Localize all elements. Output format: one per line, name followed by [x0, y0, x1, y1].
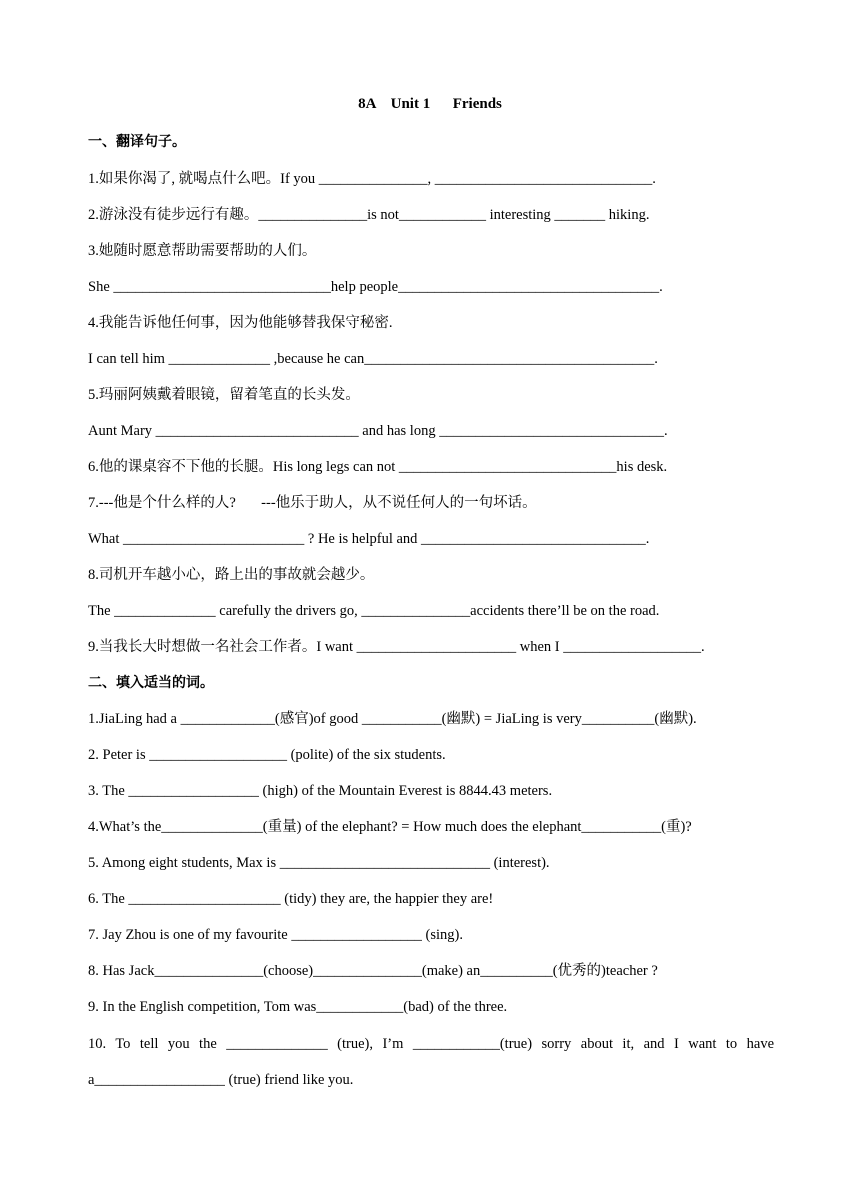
s1-line-14: 9.当我长大时想做一名社会工作者。I want ______________________ when I ___________________.	[88, 639, 705, 655]
s2-line-11: a__________________ (true) friend like you.	[88, 1072, 354, 1088]
s1-line-10: 7.---他是个什么样的人? ---他乐于助人，从不说任何人的一句坏话。	[88, 495, 537, 511]
page-title: 8A Unit 1 Friends	[358, 96, 502, 112]
s1-line-6: I can tell him ______________ ,because he can________________________________________.	[88, 351, 658, 367]
s1-line-12: 8.司机开车越小心，路上出的事故就会越少。	[88, 567, 375, 583]
s1-line-3: 3.她随时愿意帮助需要帮助的人们。	[88, 243, 317, 259]
s2-line-7: 7. Jay Zhou is one of my favourite __________________ (sing).	[88, 927, 463, 943]
s1-line-5: 4.我能告诉他任何事，因为他能够替我保守秘密.	[88, 315, 393, 331]
s2-line-10: 10. To tell you the ______________ (true), I’m ____________(true) sorry about it, and I want to have	[88, 1036, 774, 1052]
s2-line-9: 9. In the English competition, Tom was____________(bad) of the three.	[88, 999, 508, 1015]
s2-line-8: 8. Has Jack_______________(choose)_______________(make) an__________(优秀的)teacher ?	[88, 963, 658, 979]
s2-line-3: 3. The __________________ (high) of the Mountain Everest is 8844.43 meters.	[88, 783, 553, 799]
s1-line-8: Aunt Mary ____________________________ and has long _______________________________.	[88, 423, 668, 439]
s1-line-7: 5.玛丽阿姨戴着眼镜，留着笔直的长头发。	[88, 387, 360, 403]
s2-line-2: 2. Peter is ___________________ (polite) of the six students.	[88, 747, 446, 763]
s2-line-5: 5. Among eight students, Max is _____________________________ (interest).	[88, 855, 550, 871]
s2-line-6: 6. The _____________________ (tidy) they are, the happier they are!	[88, 891, 494, 907]
s1-line-11: What _________________________ ? He is helpful and _______________________________.	[88, 531, 650, 547]
s2-line-1: 1.JiaLing had a _____________(感官)of good ___________(幽默) = JiaLing is very__________(幽默).	[88, 711, 697, 727]
s1-line-1: 1.如果你渴了, 就喝点什么吧。If you _______________, ______________________________.	[88, 171, 656, 187]
s2-line-4: 4.What’s the______________(重量) of the elephant? = How much does the elephant___________(重)?	[88, 819, 692, 835]
s1-line-4: She ______________________________help people____________________________________.	[88, 279, 663, 295]
section-2-heading: 二、填入适当的词。	[88, 675, 214, 691]
s1-line-9: 6.他的课桌容不下他的长腿。His long legs can not ______________________________his desk.	[88, 459, 668, 475]
s1-line-13: The ______________ carefully the drivers go, _______________accidents there’ll be on the road.	[88, 603, 660, 619]
s1-line-2: 2.游泳没有徒步远行有趣。_______________is not____________ interesting _______ hiking.	[88, 207, 650, 223]
section-1-heading: 一、翻译句子。	[88, 134, 186, 150]
